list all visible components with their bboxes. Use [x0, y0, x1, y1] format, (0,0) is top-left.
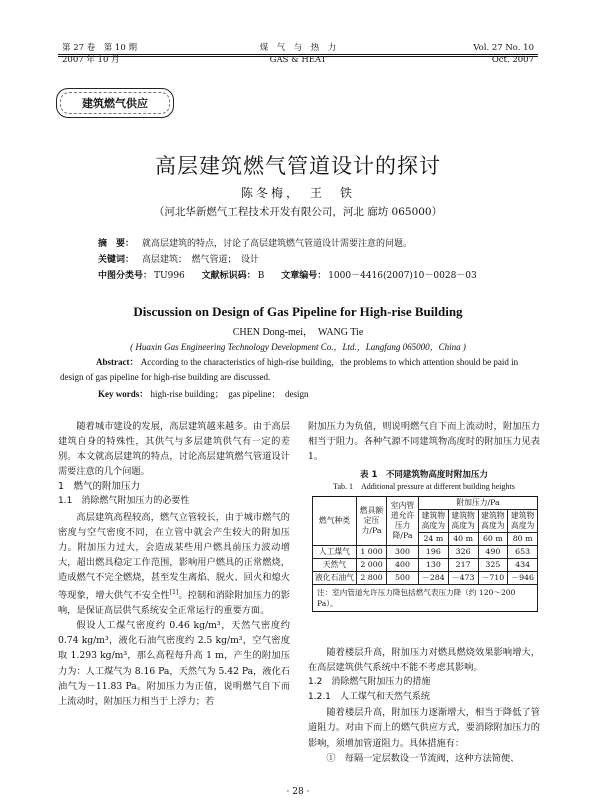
section-heading-1-2-1: 1.2.1 人工煤气和天然气系统 — [308, 692, 430, 703]
cell: 1 000 — [357, 546, 387, 559]
cell: 217 — [448, 559, 478, 572]
keywords-en-label: Key words： — [98, 389, 149, 399]
section-heading-1-1: 1.1 消除燃气附加压力的必要性 — [58, 496, 190, 507]
abstract-en-label: Abstract： — [96, 357, 139, 367]
classification-line — [98, 270, 477, 283]
paragraph-1-end: 。控制和消除附加压力的影响，是保证高层供气系统安全正常运行的重要方面。 — [58, 590, 290, 617]
citation-ref-1[interactable]: [1] — [169, 589, 179, 597]
cell: 400 — [387, 559, 419, 572]
table-1-caption-en: Tab. 1 Additional pressure at different building heights — [333, 482, 515, 491]
keywords-cn-label: 关键词： — [98, 255, 135, 265]
cell: 2 000 — [357, 559, 387, 572]
table-1 — [312, 496, 538, 612]
table-row — [313, 572, 538, 585]
body-right-column-top — [308, 419, 540, 464]
section-heading-1: 1 燃气的附加压力 — [58, 481, 141, 493]
journal-name-cn: 煤 气 与 热 力 — [259, 43, 337, 53]
th-additional-pressure: 附加压力/Pa — [419, 497, 538, 510]
issue-date: 2007 年 10 月 — [62, 55, 120, 65]
abstract-cn-text: 就高层建筑的特点，讨论了高层建筑燃气管道设计需要注意的问题。 — [142, 239, 413, 249]
keywords-en — [98, 387, 308, 400]
th-height-80: 80 m — [508, 533, 538, 546]
cell: 人工煤气 — [313, 546, 357, 559]
th-height-label-3: 建筑物高度为 — [478, 510, 508, 533]
cell: 325 — [478, 559, 508, 572]
keywords-cn — [98, 254, 259, 267]
column-tag-label: 建筑燃气供应 — [82, 97, 148, 110]
clc-value: TU996 — [154, 271, 185, 281]
header-rule-thin — [58, 56, 538, 57]
paragraph-continued: 附加压力为负值，则说明燃气自下而上流动时，附加压力相当于阻力。各种气源不同建筑物高度时的附加压力见表 1。 — [308, 421, 540, 463]
keywords-cn-text: 高层建筑； 燃气管道； 设计 — [142, 255, 260, 265]
table-1-caption-cn: 表 1 不同建筑物高度时附加压力 — [360, 470, 488, 480]
cell: 326 — [448, 546, 478, 559]
doc-code-label: 文献标识码： — [201, 271, 256, 281]
article-id-label: 文章编号： — [281, 271, 327, 281]
cell: －710 — [478, 572, 508, 585]
cell: 2 800 — [357, 572, 387, 585]
cell: 653 — [508, 546, 538, 559]
cell: 130 — [419, 559, 449, 572]
paragraph-2: 假设人工煤气密度约 0.46 kg/m³，天然气密度约 0.74 kg/m³，液化石油气密度约 2.5 kg/m³，空气密度取 1.293 kg/m³，那么高程每升高 1 m，产生的附加压力为：人工煤气为 8.16 Pa，天然气为 5.42 Pa，液化石油气为－11.83 Pa。附加压力为正值，说明燃气自下而上流动时，附加压力相当于上浮力；若 — [58, 620, 290, 707]
clc-label: 中图分类号： — [98, 271, 153, 281]
header-rule-thick — [58, 54, 538, 55]
table-row — [313, 559, 538, 572]
article-title-cn: 高层建筑燃气管道设计的探讨 — [155, 154, 441, 178]
cell: 500 — [387, 572, 419, 585]
article-id-value: 1000－4416(2007)10－0028－03 — [328, 271, 477, 281]
paragraph-1-text: 高层建筑高程较高，燃气立管较长，由于城市燃气的密度与空气密度不同，在立管中就会产生较大的附加压力。附加压力过大，会造成某些用户燃具前压力波动增大，超出燃具稳定工作范围，影响用户燃具的正常燃烧，造成燃气不完全燃烧，甚至发生离焰、脱火、回火和熄火等现象，增大供气不安全性 — [58, 511, 290, 602]
paragraph-1 — [58, 510, 290, 619]
column-tag — [56, 88, 174, 118]
cell: 液化石油气 — [313, 572, 357, 585]
th-gas-type: 燃气种类 — [313, 497, 357, 546]
doc-code-value: B — [257, 271, 265, 281]
section-heading-1-2: 1.2 消除燃气附加压力的措施 — [308, 677, 431, 688]
intro-paragraph: 随着城市建设的发展，高层建筑越来越多。由于高层建筑自身的特殊性，其供气与多层建筑供气有一定的差别。本文就高层建筑的特点，讨论高层建筑燃气管道设计需要注意的几个问题。 — [58, 421, 290, 478]
paragraph-4: ① 每隔一定层数设一节流阀，这种方法简便、 — [326, 752, 520, 764]
cell: 490 — [478, 546, 508, 559]
abstract-cn — [98, 238, 412, 251]
affiliation-cn: （河北华新燃气工程技术开发有限公司，河北 廊坊 065000） — [153, 206, 443, 218]
paragraph-after-table: 随着楼层升高，附加压力对燃具燃烧效果影响增大，在高层建筑供气系统中不能不考虑其影响。 — [308, 647, 540, 674]
th-height-label-4: 建筑物高度为 — [508, 510, 538, 533]
th-height-40: 40 m — [448, 533, 478, 546]
body-right-column-bottom — [308, 645, 540, 766]
th-height-label-2: 建筑物高度为 — [448, 510, 478, 533]
abstract-cn-label: 摘 要： — [98, 239, 135, 249]
abstract-en-text: According to the characteristics of high-rise building，the problems to which attention should be paid in design of gas pipeline for high-rise building are discussed. — [60, 357, 519, 382]
volume-issue-en: Vol. 27 No. 10 — [473, 43, 534, 53]
cell: －284 — [419, 572, 449, 585]
cell: －946 — [508, 572, 538, 585]
cell: 300 — [387, 546, 419, 559]
page-number: · 28 · — [286, 787, 310, 797]
keywords-en-text: high-rise building； gas pipeline； design — [150, 389, 309, 399]
issue-date-en: Oct. 2007 — [491, 55, 534, 65]
authors-cn: 陈冬梅， 王 铁 — [240, 186, 355, 200]
authors-en: CHEN Dong-mei， WANG Tie — [232, 327, 364, 338]
volume-issue: 第 27 卷 第 10 期 — [62, 43, 137, 53]
table-row — [313, 546, 538, 559]
cell: 434 — [508, 559, 538, 572]
abstract-en — [60, 355, 538, 385]
th-height-24: 24 m — [419, 533, 449, 546]
cell: －473 — [448, 572, 478, 585]
journal-name-en: GAS & HEAT — [269, 55, 327, 65]
paragraph-3: 随着楼层升高，附加压力逐渐增大，相当于降低了管道阻力。对由下而上的燃气供应方式，要消除附加压力的影响，须增加管道阻力。具体措施有： — [308, 707, 540, 749]
th-rated-pressure: 燃具额定压力/Pa — [357, 497, 387, 546]
article-title-en: Discussion on Design of Gas Pipeline for High-rise Building — [133, 304, 463, 319]
th-height-label-1: 建筑物高度为 — [419, 510, 449, 533]
table-1-note: 注：室内管道允许压力降包括燃气表压力降（约 120～200 Pa）。 — [313, 585, 538, 612]
body-left-column — [58, 419, 290, 709]
th-height-60: 60 m — [478, 533, 508, 546]
th-allowed-drop: 室内管道允许压力降/Pa — [387, 497, 419, 546]
cell: 天然气 — [313, 559, 357, 572]
cell: 196 — [419, 546, 449, 559]
affiliation-en: ( Huaxin Gas Engineering Technology Development Co.，Ltd.，Langfang 065000，China ) — [130, 342, 466, 352]
